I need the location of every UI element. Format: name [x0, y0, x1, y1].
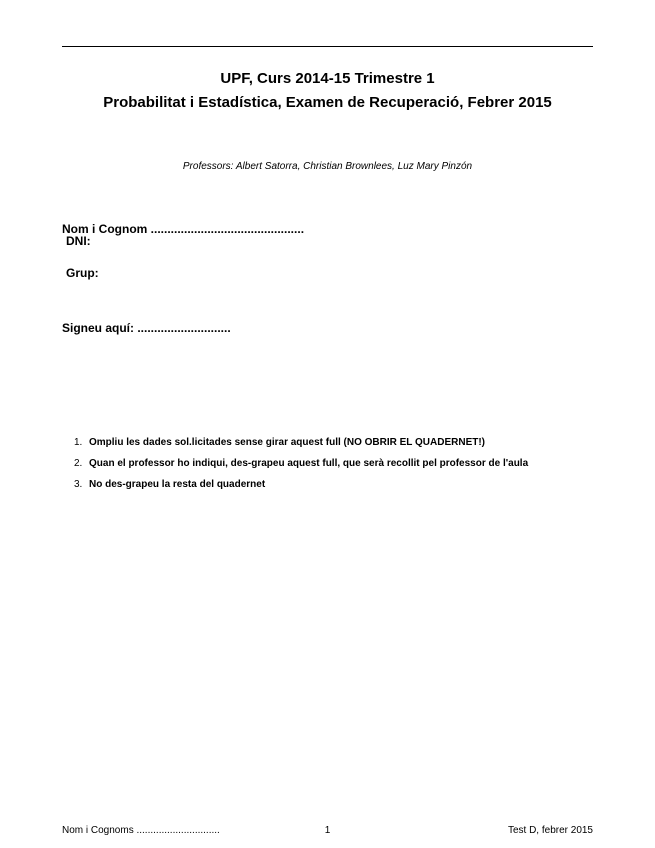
professors-line: Professors: Albert Satorra, Christian Brownlees, Luz Mary Pinzón [182, 161, 473, 172]
footer-test-label: Test D, febrer 2015 [507, 825, 593, 836]
exam-title-subject: Probabilitat i Estadística, Examen de Recuperació, Febrer 2015 [103, 94, 552, 111]
exam-title-course: UPF, Curs 2014-15 Trimestre 1 [220, 70, 435, 87]
instruction-number: 2. [74, 458, 83, 469]
instruction-item [74, 457, 528, 478]
instruction-item [74, 478, 528, 499]
header-rule [62, 46, 593, 47]
group-field: Grup: [66, 266, 99, 280]
instruction-number: 1. [74, 437, 83, 448]
instructions-list [74, 436, 528, 499]
instruction-text: Ompliu les dades sol.licitades sense girar aquest full (NO OBRIR EL QUADERNET!) [89, 437, 486, 448]
dni-field: DNI: [66, 234, 91, 248]
instruction-text: No des-grapeu la resta del quadernet [89, 479, 266, 490]
footer-name-line: Nom i Cognoms .............................. [62, 825, 220, 836]
page-number: 1 [324, 825, 331, 836]
instruction-item [74, 436, 528, 457]
instruction-number: 3. [74, 479, 83, 490]
name-field: Nom i Cognom .............................................. [62, 222, 305, 236]
signature-field: Signeu aquí: ............................ [62, 321, 231, 335]
instruction-text: Quan el professor ho indiqui, des-grapeu aquest full, que serà recollit pel professor de l'aula [89, 458, 529, 469]
